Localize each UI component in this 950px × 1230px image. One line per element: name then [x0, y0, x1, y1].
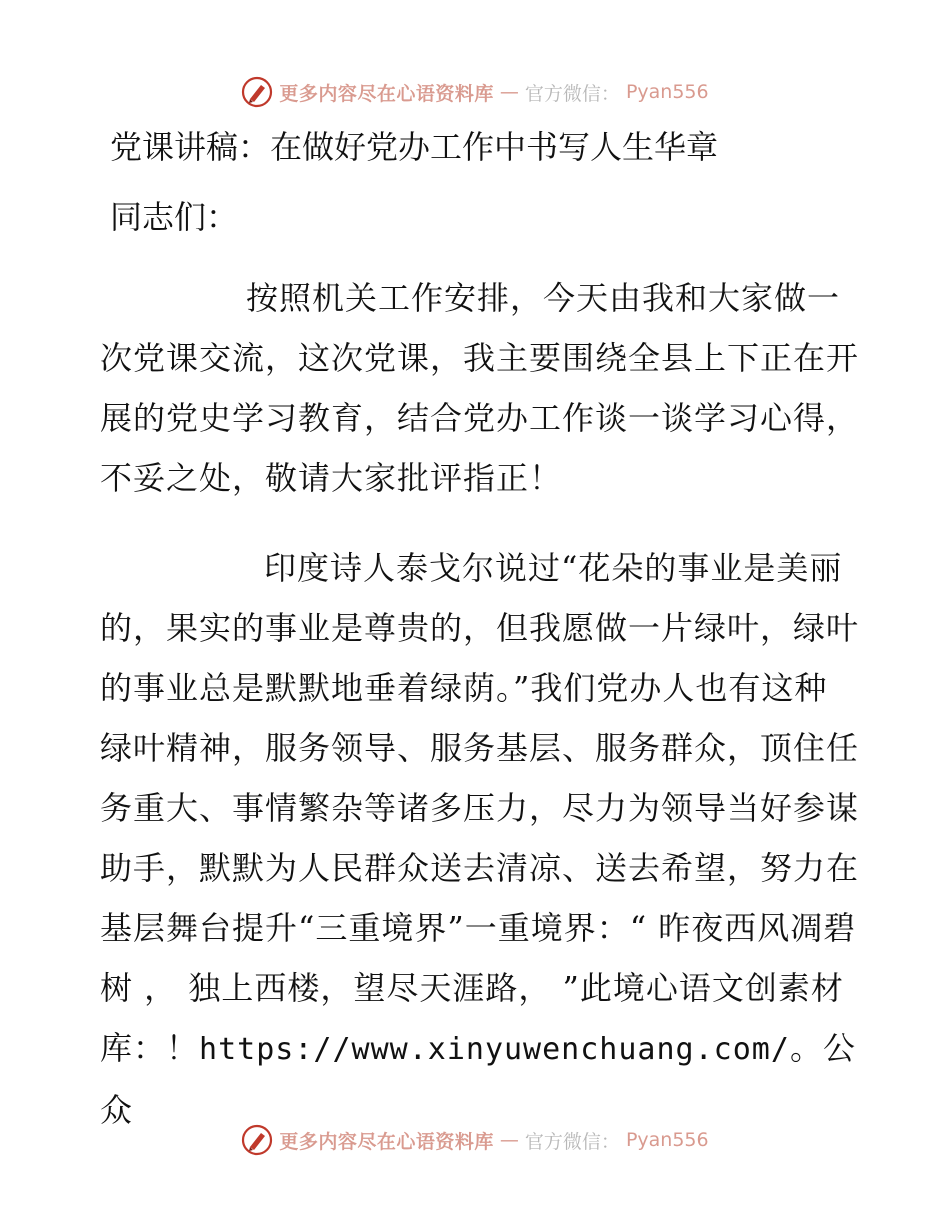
watermark-wechat-label: 官方微信： [524, 1130, 620, 1153]
watermark-footer [0, 1120, 950, 1160]
salutation: 同志们： [110, 198, 239, 236]
watermark-brand: 更多内容尽在心语资料库 [279, 1130, 494, 1153]
paragraph-intro: 按照机关工作安排，今天由我和大家做一次党课交流，这次党课，我主要围绕全县上下正在开展的党史学习教育，结合党办工作谈一谈学习心得，不妥之处，敬请大家批评指正！ [100, 279, 860, 497]
watermark-wechat-label: 官方微信： [524, 82, 620, 105]
watermark-separator: — [499, 81, 519, 103]
watermark-header [0, 72, 950, 112]
source-link[interactable]: https://www.xinyuwenchuang.com/ [199, 1032, 790, 1067]
paragraph-tagore-tail: 。公众 [100, 1029, 856, 1129]
document-body [100, 122, 860, 1140]
watermark-wechat-id: Pyan556 [625, 81, 709, 103]
watermark-brand: 更多内容尽在心语资料库 [279, 82, 494, 105]
watermark-wechat-id: Pyan556 [625, 1129, 709, 1151]
watermark-separator: — [499, 1129, 519, 1151]
paragraph-tagore-text: 印度诗人泰戈尔说过“花朵的事业是美丽的，果实的事业是尊贵的，但我愿做一片绿叶，绿叶的事业总是默默地垂着绿荫。”我们党办人也有这种绿叶精神，服务领导、服务基层、服务群众，顶住任务重大、事情繁杂等诸多压力，尽力为领导当好参谋助手，默默为人民群众送去清凉、送去希望，努力在基层舞台提升“三重境界”一重境界：“ 昨夜西风凋碧树 ， 独上西楼，望尽天涯路， ”此境心语文创素材库：！ [100, 549, 860, 1067]
document-title: 党课讲稿：在做好党办工作中书写人生华章 [110, 128, 719, 166]
paragraph-tagore [100, 538, 860, 1140]
pen-logo-icon [241, 76, 273, 108]
pen-logo-icon [241, 1124, 273, 1156]
